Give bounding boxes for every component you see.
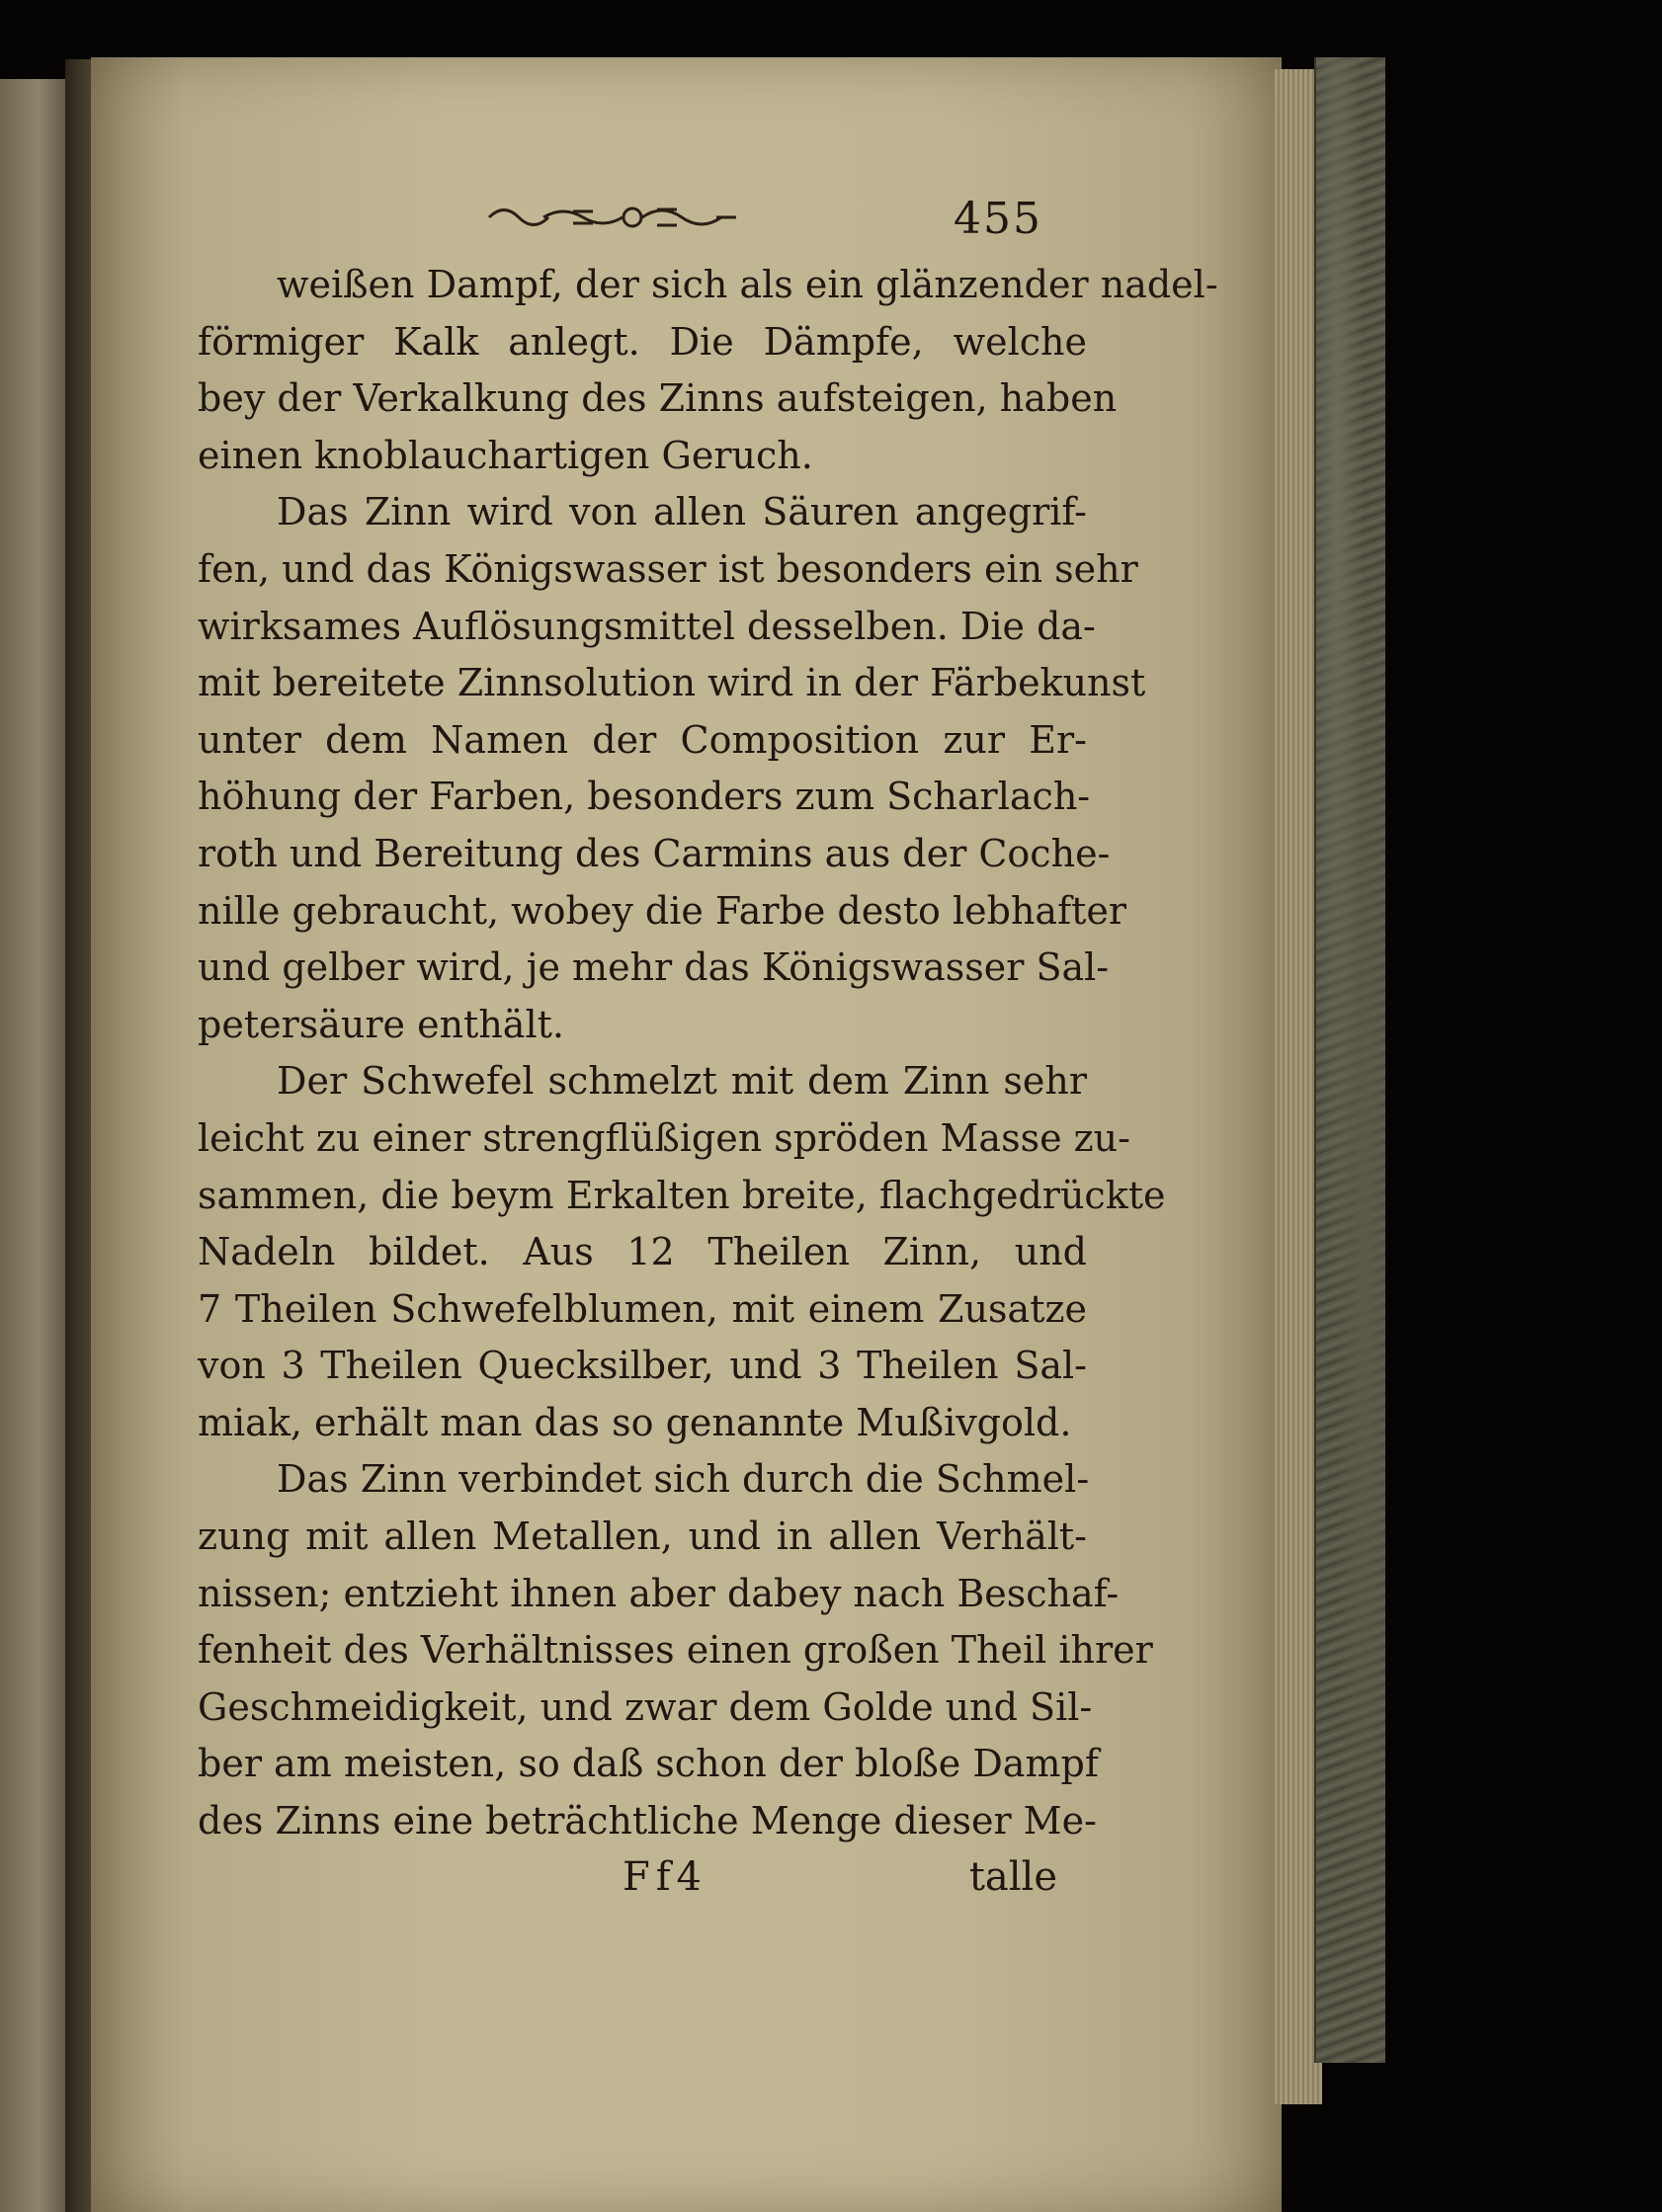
text-line: fen, und das Königswasser ist besonders ein sehr	[198, 546, 1138, 591]
text-line: weißen Dampf, der sich als ein glänzender nadel-	[277, 263, 1218, 306]
text-line: wirksames Auflösungsmittel desselben. Die da-	[198, 604, 1096, 648]
text-block	[198, 188, 1218, 1914]
facing-page-edge	[0, 79, 71, 2212]
text-line: und gelber wird, je mehr das Königswasser Sal-	[198, 945, 1110, 990]
paragraph	[198, 484, 1146, 1053]
body-text	[198, 257, 1218, 1850]
text-line: leicht zu einer strengflüßigen spröden Masse zu-	[198, 1115, 1130, 1160]
text-line: fenheit des Verhältnisses einen großen Theil ihrer	[198, 1628, 1153, 1673]
page-footer	[198, 1854, 1087, 1914]
text-line: roth und Bereitung des Carmins aus der Coche-	[198, 831, 1111, 875]
text-line: nille gebraucht, wobey die Farbe desto lebhafter	[198, 888, 1127, 933]
paragraph	[198, 1451, 1153, 1849]
text-line: sammen, die beym Erkalten breite, flachgedrückte	[198, 1173, 1166, 1217]
text-line: des Zinns eine beträchtliche Menge dieser Me-	[198, 1799, 1097, 1843]
text-line: Nadeln bildet. Aus 12 Theilen Zinn, und	[198, 1230, 1087, 1274]
text-line: einen knoblauchartigen Geruch.	[198, 433, 813, 477]
printers-ornament-icon	[484, 198, 741, 237]
text-line: Der Schwefel schmelzt mit dem Zinn sehr	[277, 1059, 1087, 1104]
page-number: 455	[954, 194, 1042, 244]
text-line: miak, erhält man das so genannte Mußivgold.	[198, 1400, 1072, 1444]
text-line: mit bereitete Zinnsolution wird in der Färbekunst	[198, 661, 1146, 705]
text-line: zung mit allen Metallen, und in allen Verhält-	[198, 1515, 1087, 1559]
text-line: von 3 Theilen Quecksilber, und 3 Theilen Sal-	[198, 1344, 1087, 1388]
catchword: talle	[968, 1853, 1057, 1900]
marbled-cover	[1314, 57, 1385, 2063]
text-line: unter dem Namen der Composition zur Er-	[198, 717, 1087, 762]
signature-mark: Ff4	[623, 1853, 708, 1900]
text-line: bey der Verkalkung des Zinns aufsteigen, haben	[198, 376, 1118, 421]
paragraph	[198, 257, 1218, 484]
running-head	[198, 188, 1087, 257]
text-line: Das Zinn wird von allen Säuren angegrif-	[277, 490, 1087, 534]
paragraph	[198, 1053, 1166, 1451]
text-line: petersäure enthält.	[198, 1002, 564, 1046]
text-line: ber am meisten, so daß schon der bloße Dampf	[198, 1742, 1099, 1786]
text-line: förmiger Kalk anlegt. Die Dämpfe, welche	[198, 319, 1087, 364]
text-line: nissen; entzieht ihnen aber dabey nach Beschaf-	[198, 1571, 1120, 1615]
text-line: höhung der Farben, besonders zum Scharlach-	[198, 775, 1091, 819]
text-line: Geschmeidigkeit, und zwar dem Golde und Sil-	[198, 1684, 1093, 1729]
text-line: Das Zinn verbindet sich durch die Schmel-	[277, 1457, 1090, 1502]
text-line: 7 Theilen Schwefelblumen, mit einem Zusatze	[198, 1286, 1087, 1331]
